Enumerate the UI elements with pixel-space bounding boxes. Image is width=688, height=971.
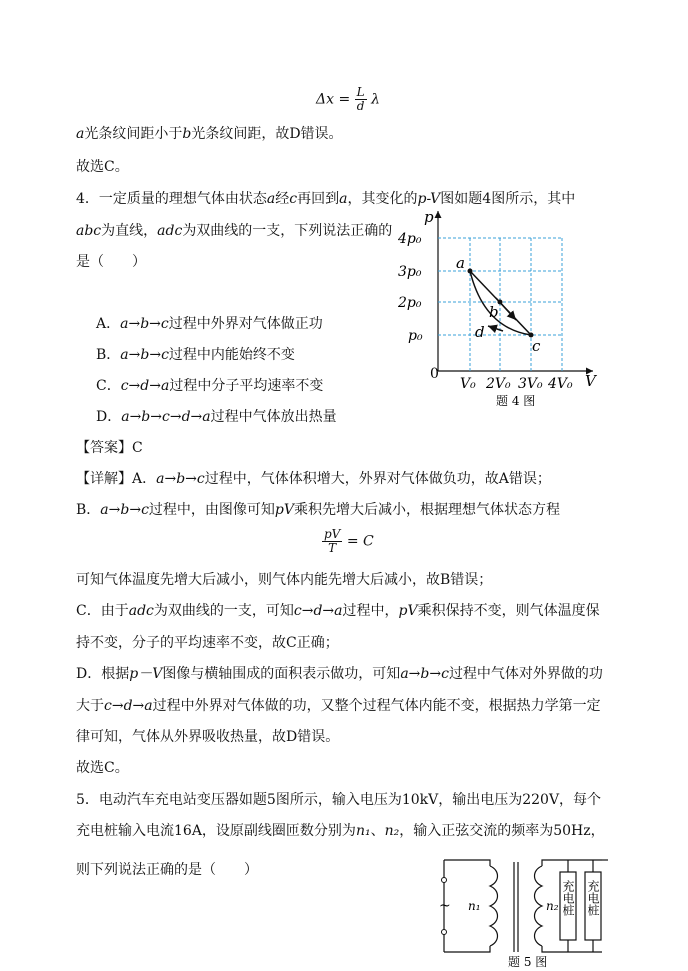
q5-line2: 充电桩输入电流16A，设原副线圈匝数分别为n₁、n₂，输入正弦交流的频率为50Hz， bbox=[76, 823, 605, 839]
q5-line1: 5．电动汽车充电站变压器如题5图所示，输入电压为10kV，输出电压为220V，每个 bbox=[76, 792, 602, 808]
point-c: c bbox=[532, 337, 541, 355]
origin-label: 0 bbox=[430, 366, 439, 382]
point-a: a bbox=[456, 254, 465, 272]
q4-option-d[interactable]: D．a→b→c→d→a过程中气体放出热量 bbox=[96, 409, 337, 425]
formula-lhs: Δx = bbox=[316, 91, 351, 108]
q4-detail-a: 【详解】A．a→b→c过程中，气体体积增大，外界对气体做负功，故A错误； bbox=[76, 471, 551, 487]
q4-detail-b-conclusion: 可知气体温度先增大后减小，则气体内能先增大后减小，故B错误； bbox=[76, 572, 493, 588]
q4-detail-c: C．由于adc为双曲线的一支，可知c→d→a过程中，pV乘积保持不变，则气体温度保 bbox=[76, 603, 600, 619]
x-tick-4: 4V₀ bbox=[548, 376, 573, 392]
n1-label: n₁ bbox=[468, 899, 481, 913]
arrow-cd bbox=[488, 326, 503, 331]
select-prev: 故选C。 bbox=[76, 159, 129, 175]
formula-denominator: d bbox=[356, 99, 365, 113]
point-b: b bbox=[489, 303, 499, 321]
figure-5-transformer bbox=[438, 852, 614, 968]
x-label: V bbox=[585, 372, 596, 390]
x-tick-2: 2V₀ bbox=[486, 376, 511, 392]
q4-detail-d-line2: 大于c→d→a过程中外界对气体做的功，又整个过程气体内能不变，根据热力学第一定 bbox=[76, 698, 601, 714]
eq-denominator: T bbox=[328, 541, 337, 555]
formula-lambda: λ bbox=[371, 91, 380, 108]
y-tick-3: 3p₀ bbox=[398, 264, 422, 280]
q4-answer: 【答案】C bbox=[76, 440, 143, 456]
pile-2-label: 充电桩 bbox=[586, 880, 600, 916]
q4-option-b[interactable]: B．a→b→c过程中内能始终不变 bbox=[96, 347, 295, 363]
q4-detail-b: B．a→b→c过程中，由图像可知pV乘积先增大后减小，根据理想气体状态方程 bbox=[76, 502, 560, 518]
formula-numerator: L bbox=[356, 85, 365, 99]
pile-1-label: 充电桩 bbox=[561, 880, 575, 916]
n2-label: n₂ bbox=[546, 899, 559, 913]
q4-detail-d: D．根据p－V图像与横轴围成的面积表示做功，可知a→b→c过程中气体对外界做的功 bbox=[76, 666, 603, 682]
y-tick-4: 4p₀ bbox=[398, 231, 422, 247]
q4-line2: abc为直线，adc为双曲线的一支，下列说法正确的 bbox=[76, 223, 393, 239]
state-equation bbox=[322, 528, 374, 555]
figure-4-pv-diagram bbox=[398, 206, 598, 406]
q4-line1: 4．一定质量的理想气体由状态a经c再回到a，其变化的p-V图如题4图所示，其中 bbox=[76, 191, 576, 207]
eq-rhs: = C bbox=[346, 533, 374, 550]
y-label: p bbox=[424, 208, 434, 226]
q4-detail-d-line3: 律可知，气体从外界吸收热量，故D错误。 bbox=[76, 729, 340, 745]
q4-detail-c-line2: 持不变，分子的平均速率不变，故C正确； bbox=[76, 635, 339, 651]
source-symbol: ~ bbox=[439, 898, 451, 914]
formula-fraction bbox=[355, 86, 367, 113]
q4-select: 故选C。 bbox=[76, 760, 129, 776]
top-formula bbox=[316, 86, 380, 113]
q4-option-c[interactable]: C．c→d→a过程中分子平均速率不变 bbox=[96, 378, 324, 394]
q4-line3: 是（ ） bbox=[76, 254, 146, 270]
x-tick-3: 3V₀ bbox=[518, 376, 543, 392]
conclusion-prev: a光条纹间距小于b光条纹间距，故D错误。 bbox=[76, 126, 343, 142]
eq-numerator: pV bbox=[324, 527, 341, 541]
point-d: d bbox=[475, 323, 485, 341]
x-tick-1: V₀ bbox=[460, 376, 476, 392]
y-tick-1: p₀ bbox=[408, 328, 423, 344]
figure-4-caption: 题 4 图 bbox=[496, 394, 536, 406]
q5-line3: 则下列说法正确的是（ ） bbox=[76, 862, 258, 878]
q4-option-a[interactable]: A．a→b→c过程中外界对气体做正功 bbox=[96, 316, 323, 332]
y-tick-2: 2p₀ bbox=[398, 295, 422, 311]
figure-5-caption: 题 5 图 bbox=[508, 955, 548, 968]
